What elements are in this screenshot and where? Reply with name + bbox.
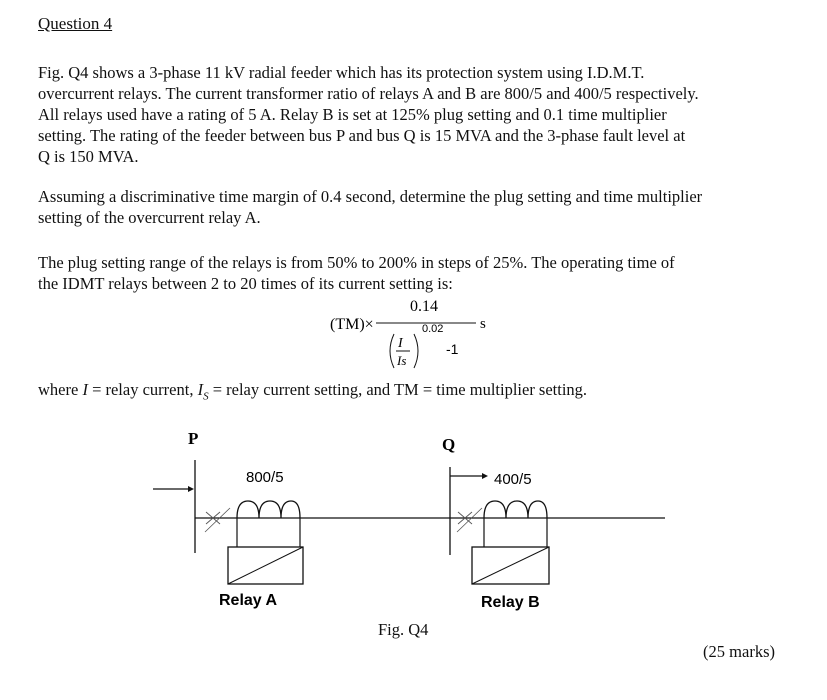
ct-a-coil	[237, 501, 300, 518]
relay-b-label: Relay B	[481, 594, 540, 611]
paragraph-line: the IDMT relays between 2 to 20 times of its current setting is:	[38, 274, 453, 293]
formula-unit: s	[480, 316, 486, 332]
formula-numerator: 0.14	[410, 298, 438, 315]
where-text: = relay current setting, and TM = time multiplier setting.	[208, 380, 588, 399]
bus-p-label: P	[188, 429, 199, 448]
paragraph-line: All relays used have a rating of 5 A. Relay B is set at 125% plug setting and 0.1 time multiplier	[38, 105, 667, 124]
relay-a-label: Relay A	[219, 592, 278, 609]
paragraph-line: setting of the overcurrent relay A.	[38, 208, 261, 227]
symbol-is-subscript: S	[203, 390, 209, 403]
paragraph-line: The plug setting range of the relays is from 50% to 200% in steps of 25%. The operating time of	[38, 253, 675, 272]
ct-b-ratio: 400/5	[494, 471, 532, 488]
symbol-is: I	[197, 380, 204, 399]
where-text: = relay current,	[87, 380, 198, 399]
paragraph-line: overcurrent relays. The current transformer ratio of relays A and B are 800/5 and 400/5 respectively.	[38, 84, 699, 103]
ct-b-coil	[484, 501, 547, 518]
figure-caption: Fig. Q4	[378, 620, 429, 639]
load-arrow	[482, 473, 488, 479]
where-text: where	[38, 380, 83, 399]
formula-frac-den: Is	[397, 353, 407, 368]
marks-label: (25 marks)	[703, 642, 775, 661]
symbol-i: I	[82, 380, 88, 399]
formula-frac-num: I	[398, 336, 403, 351]
formula-prefix: (TM)×	[330, 316, 374, 333]
source-arrow	[188, 486, 194, 492]
paragraph-line: Q is 150 MVA.	[38, 147, 139, 166]
paragraph-line: Assuming a discriminative time margin of 0.4 second, determine the plug setting and time multiplier	[38, 187, 703, 206]
paragraph-line: Fig. Q4 shows a 3-phase 11 kV radial feeder which has its protection system using I.D.M.T.	[38, 63, 645, 82]
formula-minus-one: -1	[446, 341, 459, 357]
bus-q-label: Q	[442, 435, 456, 454]
ct-a-ratio: 800/5	[246, 469, 284, 486]
paragraph-line: setting. The rating of the feeder between bus P and bus Q is 15 MVA and the 3-phase fault level at	[38, 126, 686, 145]
formula-exponent: 0.02	[422, 323, 444, 335]
question-heading: Question 4	[38, 14, 113, 33]
